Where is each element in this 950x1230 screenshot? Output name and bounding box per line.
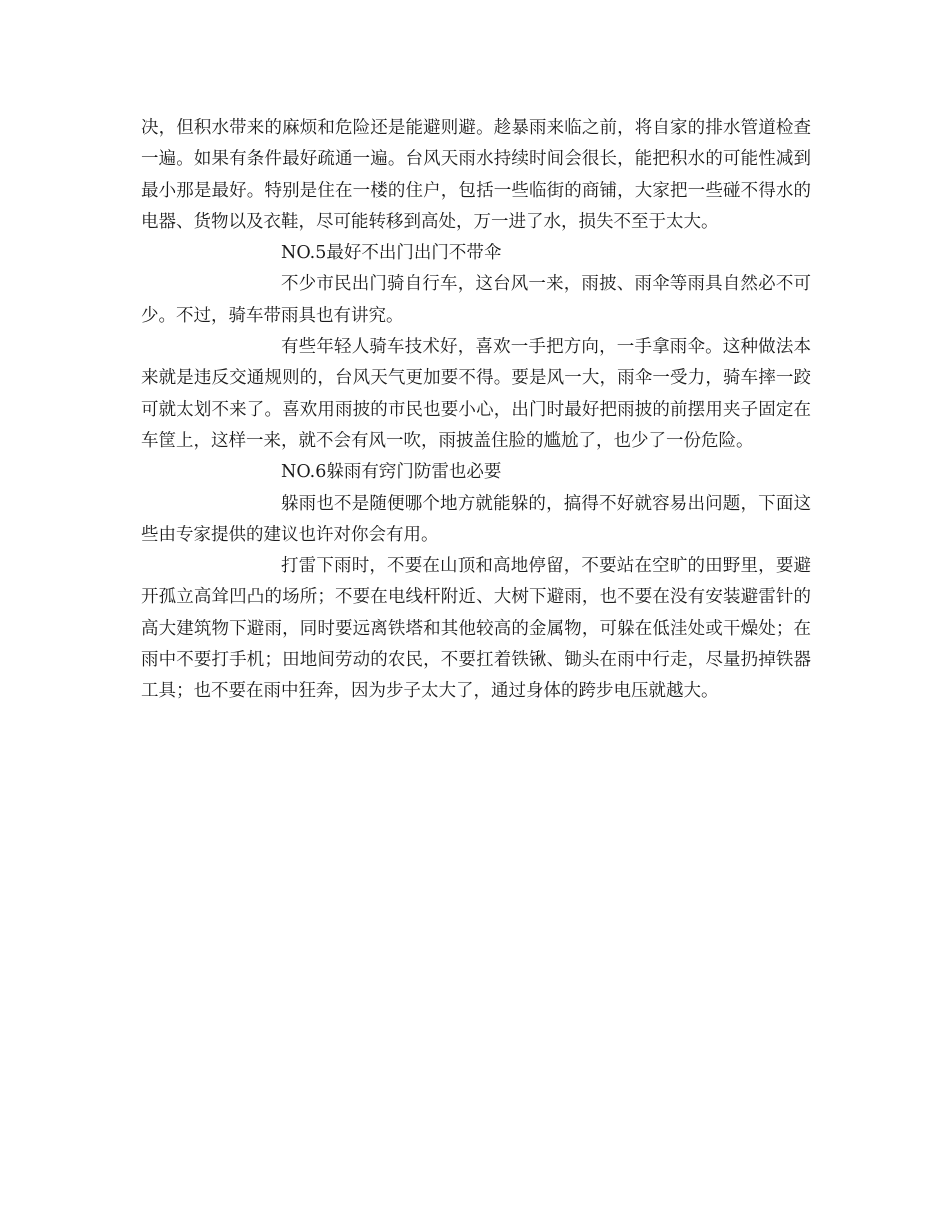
- paragraph-drainage: 决，但积水带来的麻烦和危险还是能避则避。趁暴雨来临之前，将自家的排水管道检查一遍。如果有条件最好疏通一遍。台风天雨水持续时间会很长，能把积水的可能性减到最小那是最好。特别是住在一楼的住户，包括一些临街的商铺，大家把一些碰不得水的电器、货物以及衣鞋，尽可能转移到高处，万一进了水，损失不至于太大。: [141, 118, 811, 232]
- paragraph-lightning-safety: 打雷下雨时，不要在山顶和高地停留，不要站在空旷的田野里，要避开孤立高耸凹凸的场所；不要在电线杆附近、大树下避雨，也不要在没有安装避雷针的高大建筑物下避雨，同时要远离铁塔和其他较高的金属物，可躲在低洼处或干燥处；在雨中不要打手机；田地间劳动的农民，不要扛着铁锹、锄头在雨中行走，尽量扔掉铁器工具；也不要在雨中狂奔，因为步子太大了，通过身体的跨步电压就越大。: [141, 556, 811, 702]
- document-body: [141, 113, 811, 708]
- section-heading-no5: NO.5最好不出门出门不带伞: [281, 243, 502, 264]
- paragraph-shelter-advice: 躲雨也不是随便哪个地方就能躲的，搞得不好就容易出问题，下面这些由专家提供的建议也许对你会有用。: [141, 493, 811, 545]
- paragraph-bicycle-rain-gear: 不少市民出门骑自行车，这台风一来，雨披、雨伞等雨具自然必不可少。不过，骑车带雨具也有讲究。: [141, 274, 811, 326]
- section-heading-no6: NO.6躲雨有窍门防雷也必要: [281, 462, 502, 483]
- paragraph-umbrella-riding: 有些年轻人骑车技术好，喜欢一手把方向，一手拿雨伞。这种做法本来就是违反交通规则的，台风天气更加要不得。要是风一大，雨伞一受力，骑车摔一跤可就太划不来了。喜欢用雨披的市民也要小心，出门时最好把雨披的前摆用夹子固定在车筐上，这样一来，就不会有风一吹，雨披盖住脸的尴尬了，也少了一份危险。: [141, 337, 811, 451]
